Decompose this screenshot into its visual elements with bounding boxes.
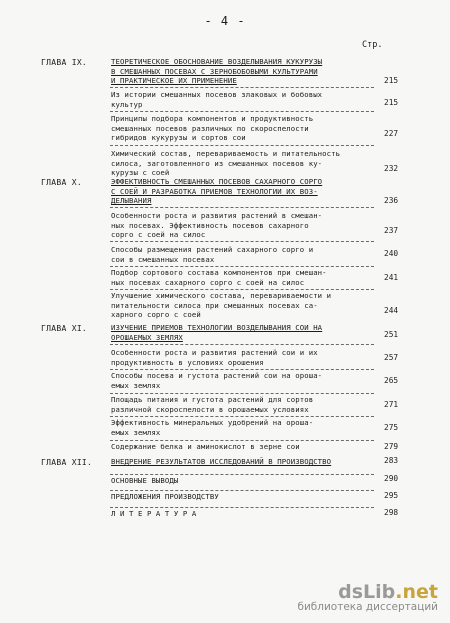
toc-entry-page: 271: [384, 400, 399, 409]
divider: [110, 241, 374, 242]
divider: [110, 145, 374, 146]
toc-entry-page: 244: [384, 306, 399, 315]
chapter-11-page: 251: [384, 330, 399, 339]
toc-entry-text: Улучшение химического состава, перевариваемости и питательности силоса при смешанных посевах са- харного сорго с соей: [111, 291, 332, 320]
divider: [110, 344, 374, 345]
toc-entry-page: 279: [384, 442, 399, 451]
chapter-9-title: ТЕОРЕТИЧЕСКОЕ ОБОСНОВАНИЕ ВОЗДЕЛЫВАНИЯ КУКУРУЗЫ В СМЕШАННЫХ ПОСЕВАХ С ЗЕРНОБОБОВЫМИ КУЛЬТУРАМИ И ПРАКТИЧЕСКОЕ ИХ ПРИМЕНЕНИЕ: [111, 57, 323, 86]
divider: [110, 440, 374, 441]
toc-entry-text: Способы посева и густота растений сои на ороша- емых землях: [111, 371, 323, 390]
toc-entry-text: Особенности роста и развития растений в смешан- ных посевах. Эффективность посевов сахарного сорго с соей на силос: [111, 211, 323, 240]
toc-entry-page: 275: [384, 423, 399, 432]
chapter-12-title: ВНЕДРЕНИЕ РЕЗУЛЬТАТОВ ИССЛЕДОВАНИЙ В ПРОИЗВОДСТВО: [111, 457, 332, 466]
divider: [110, 393, 374, 394]
toc-entry-text: Содержание белка и аминокислот в зерне сои: [111, 442, 300, 451]
watermark-subtitle: библиотека диссертаций: [297, 601, 438, 613]
literature-entry: Л И Т Е Р А Т У Р А: [111, 509, 197, 518]
conclusions-page: 290: [384, 474, 399, 483]
divider: [110, 490, 374, 491]
chapter-10-page: 236: [384, 196, 399, 205]
chapter-10-title: ЭФФЕКТИВНОСТЬ СМЕШАННЫХ ПОСЕВОВ САХАРНОГО СОРГО С СОЕЙ И РАЗРАБОТКА ПРИЕМОВ ТЕХНОЛОГИИ ИХ ВОЗ- ДЕЛЫВАНИЯ: [111, 177, 323, 206]
toc-entry-text: Площадь питания и густота растений для сортов различной скороспелости в орошаемых условиях: [111, 395, 314, 414]
divider: [110, 111, 374, 112]
toc-entry-page: 265: [384, 376, 399, 385]
toc-entry-text: Способы размещения растений сахарного сорго и сои в смешанных посевах: [111, 245, 314, 264]
divider: [110, 87, 374, 88]
toc-entry-text: Эффективность минеральных удобрений на ороша- емых землях: [111, 418, 314, 437]
chapter-12-label: ГЛАВА XII.: [41, 458, 93, 467]
chapter-10-label: ГЛАВА X.: [41, 178, 82, 187]
divider: [110, 289, 374, 290]
divider: [110, 266, 374, 267]
chapter-12-page: 283: [384, 456, 399, 465]
literature-page: 298: [384, 508, 399, 517]
toc-entry-page: 240: [384, 249, 399, 258]
toc-entry-text: Химический состав, перевариваемость и питательность силоса, заготовленного из смешанных посевов ку- курузы с соей: [111, 149, 341, 178]
dslib-watermark: [297, 581, 438, 613]
chapter-9-label: ГЛАВА IX.: [41, 58, 88, 67]
toc-entry-text: Особенности роста и развития растений сои и их продуктивность в условиях орошения: [111, 348, 318, 367]
toc-entry-page: 227: [384, 129, 399, 138]
toc-entry-page: 257: [384, 353, 399, 362]
divider: [110, 207, 374, 208]
toc-entry-text: Подбор сортового состава компонентов при смешан- ных посевах сахарного сорго с соей на силос: [111, 268, 327, 287]
conclusions-entry: ОСНОВНЫЕ ВЫВОДЫ: [111, 476, 179, 485]
divider: [110, 369, 374, 370]
chapter-9-page: 215: [384, 76, 399, 85]
watermark-logo: dsLib.net: [338, 581, 438, 603]
page-number: - 4 -: [204, 14, 246, 28]
toc-entry-page: 215: [384, 98, 399, 107]
toc-entry-page: 232: [384, 164, 399, 173]
divider: [110, 416, 374, 417]
proposals-entry: ПРЕДЛОЖЕНИЯ ПРОИЗВОДСТВУ: [111, 492, 219, 501]
divider: [110, 474, 374, 475]
page-column-header: Стр.: [362, 40, 383, 50]
divider: [110, 507, 374, 508]
toc-entry-text: Принципы подбора компонентов и продуктивность смешанных посевов различных по скороспелости гибридов кукурузы и сортов сои: [111, 114, 314, 143]
toc-entry-page: 237: [384, 226, 399, 235]
proposals-page: 295: [384, 491, 399, 500]
toc-entry-page: 241: [384, 273, 399, 282]
chapter-11-title: ИЗУЧЕНИЕ ПРИЕМОВ ТЕХНОЛОГИИ ВОЗДЕЛЫВАНИЯ СОИ НА ОРОШАЕМЫХ ЗЕМЛЯХ: [111, 323, 323, 342]
toc-entry-text: Из истории смешанных посевов злаковых и бобовых культур: [111, 90, 323, 109]
chapter-11-label: ГЛАВА XI.: [41, 324, 88, 333]
